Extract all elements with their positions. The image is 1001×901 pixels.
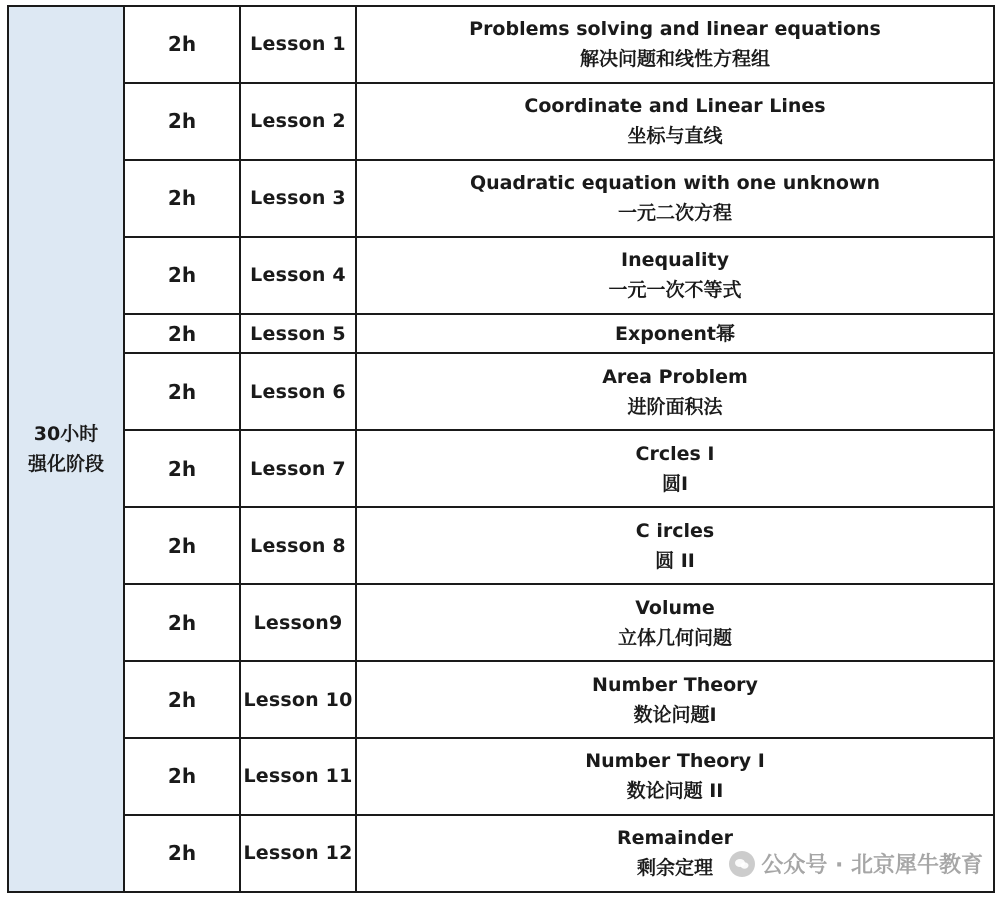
- hours-cell: 2h: [124, 83, 240, 160]
- topic-cell: [356, 661, 994, 738]
- hours-cell: 2h: [124, 160, 240, 237]
- topic-cell: [356, 353, 994, 430]
- topic-en: Number Theory: [592, 673, 758, 696]
- topic-cell: [356, 584, 994, 661]
- topic-zh: 圆I: [661, 472, 689, 495]
- topic-zh: 圆 II: [655, 549, 695, 572]
- table-row: [8, 507, 994, 584]
- topic-cell: [356, 507, 994, 584]
- topic-zh: 解决问题和线性方程组: [579, 48, 770, 71]
- topic-en: Problems solving and linear equations: [469, 18, 881, 41]
- topic-en: Remainder: [616, 827, 734, 850]
- table-row: [8, 237, 994, 314]
- hours-cell: 2h: [124, 353, 240, 430]
- hours-cell: 2h: [124, 738, 240, 815]
- lesson-cell: Lesson 8: [240, 507, 356, 584]
- table-row: [8, 430, 994, 507]
- topic-cell: [356, 83, 994, 160]
- table-row: [8, 815, 994, 892]
- table-row: [8, 661, 994, 738]
- hours-cell: 2h: [124, 815, 240, 892]
- lesson-cell: Lesson 4: [240, 237, 356, 314]
- stage-cell: [8, 6, 124, 892]
- topic-cell: [356, 6, 994, 83]
- topic-zh: 一元一次不等式: [608, 279, 742, 302]
- topic-cell: [356, 160, 994, 237]
- topic-cell: [356, 314, 994, 354]
- lesson-cell: Lesson 2: [240, 83, 356, 160]
- topic-zh: 数论问题 II: [626, 780, 724, 803]
- topic-cell: [356, 237, 994, 314]
- topic-en: C ircles: [635, 519, 715, 542]
- topic-en: Coordinate and Linear Lines: [524, 95, 826, 118]
- hours-cell: 2h: [124, 507, 240, 584]
- topic-cell: [356, 815, 994, 892]
- stage-label-line2: 强化阶段: [27, 453, 104, 475]
- table-row: [8, 83, 994, 160]
- hours-cell: 2h: [124, 314, 240, 354]
- table-row: [8, 353, 994, 430]
- watermark-text: 公众号 · 北京犀牛教育: [761, 853, 983, 878]
- lesson-cell: Lesson 1: [240, 6, 356, 83]
- topic-en: Crcles I: [635, 442, 715, 465]
- hours-cell: 2h: [124, 237, 240, 314]
- topic-zh: 一元二次方程: [617, 202, 732, 225]
- topic-zh: 进阶面积法: [627, 395, 723, 418]
- hours-cell: 2h: [124, 430, 240, 507]
- topic-zh: 数论问题I: [633, 703, 717, 726]
- table-row: [8, 6, 994, 83]
- table-row: [8, 314, 994, 354]
- lesson-cell: Lesson 7: [240, 430, 356, 507]
- topic-en: Quadratic equation with one unknown: [469, 172, 881, 195]
- table-row: [8, 738, 994, 815]
- topic-en: Exponent幂: [615, 322, 735, 345]
- hours-cell: 2h: [124, 584, 240, 661]
- schedule-table: [7, 5, 995, 893]
- lesson-cell: Lesson 3: [240, 160, 356, 237]
- lesson-cell: Lesson 11: [240, 738, 356, 815]
- stage-label-line1: 30小时: [33, 423, 99, 445]
- lesson-cell: Lesson 10: [240, 661, 356, 738]
- lesson-cell: Lesson 5: [240, 314, 356, 354]
- topic-zh: 坐标与直线: [627, 125, 723, 148]
- table-row: [8, 160, 994, 237]
- topic-en: Area Problem: [602, 365, 748, 388]
- topic-cell: [356, 738, 994, 815]
- lesson-cell: Lesson 6: [240, 353, 356, 430]
- hours-cell: 2h: [124, 6, 240, 83]
- hours-cell: 2h: [124, 661, 240, 738]
- topic-en: Volume: [635, 596, 715, 619]
- lesson-cell: Lesson9: [240, 584, 356, 661]
- topic-en: Number Theory I: [585, 750, 765, 773]
- topic-cell: [356, 430, 994, 507]
- topic-zh: 剩余定理: [636, 857, 713, 880]
- lesson-cell: Lesson 12: [240, 815, 356, 892]
- table-row: [8, 584, 994, 661]
- topic-en: Inequality: [621, 249, 729, 272]
- course-schedule: [7, 5, 993, 893]
- topic-zh: 立体几何问题: [617, 626, 732, 649]
